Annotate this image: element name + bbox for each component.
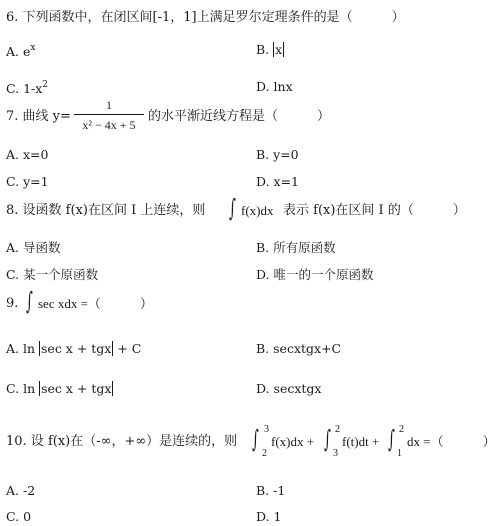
q7-fraction-numerator: 1	[106, 98, 112, 112]
q9-option-a-abs: sec x + tgx	[41, 341, 112, 356]
q10-integral-1-upper: 3	[264, 424, 269, 435]
q6-option-d[interactable]: D. lnx	[256, 79, 293, 94]
q10-integral-3-body: dx =（ ）	[407, 434, 496, 449]
q10-integral-2-upper: 2	[335, 424, 340, 435]
q8-integral	[229, 196, 242, 220]
q6-stem: 6. 下列函数中，在闭区间[-1，1]上满足罗尔定理条件的是（ ）	[6, 10, 405, 25]
q9-option-a-label: A. ln	[6, 341, 36, 356]
q10-integral-1-lower: 2	[262, 448, 267, 459]
q9-option-a-suffix: + C	[117, 341, 142, 356]
q6-option-b-expr: x	[275, 42, 283, 57]
q6-option-b-label: B.	[256, 42, 274, 57]
q10-integral-1-body: f(x)dx +	[271, 434, 315, 449]
q6-option-a-text: A. e	[6, 44, 31, 59]
q9-option-c-label: C. ln	[6, 381, 36, 396]
q6-option-a[interactable]	[6, 44, 35, 59]
q8-stem-prefix: 8. 设函数 f(x)在区间 I 上连续，则	[6, 203, 206, 218]
q10-stem-prefix: 10. 设 f(x)在（-∞，+∞）是连续的，则	[6, 434, 238, 449]
q6-option-c-sup: 2	[42, 80, 49, 90]
q9-option-c[interactable]	[6, 383, 113, 396]
q8-option-a[interactable]: A. 导函数	[6, 240, 61, 255]
q10-integral-2-body: f(t)dt +	[342, 434, 380, 449]
q6-option-b[interactable]	[256, 44, 284, 57]
q10-integral-3-lower: 1	[397, 448, 402, 459]
q9-integral	[26, 289, 39, 313]
integral-sign-icon: ∫	[252, 425, 259, 453]
q9-option-c-abs: sec x + tgx	[41, 381, 112, 396]
q10-option-b[interactable]: B. -1	[256, 483, 286, 498]
q9-option-b[interactable]: B. secxtgx+C	[256, 341, 342, 356]
q7-option-a[interactable]: A. x=0	[6, 147, 49, 162]
q8-option-d[interactable]: D. 唯一的一个原函数	[256, 267, 374, 282]
q7-stem-prefix: 7. 曲线 y=	[6, 109, 71, 124]
q7-option-b[interactable]: B. y=0	[256, 147, 299, 162]
q10-integral-3-upper: 2	[399, 424, 404, 435]
q8-option-b[interactable]: B. 所有原函数	[256, 240, 336, 255]
q7-option-d[interactable]: D. x=1	[256, 174, 299, 189]
integral-sign-icon: ∫	[26, 287, 33, 315]
q6-option-c-text: C. 1-x	[6, 81, 43, 96]
q10-option-c[interactable]: C. 0	[6, 509, 32, 524]
q8-integrand: f(x)dx	[241, 203, 274, 218]
q9-integrand: sec xdx =（ ）	[38, 296, 153, 311]
q9-number: 9.	[6, 296, 19, 311]
q10-integral-2-lower: 3	[333, 448, 338, 459]
q8-stem-suffix: 表示 f(x)在区间 I 的（ ）	[283, 203, 466, 218]
q7-stem-suffix: 的水平渐近线方程是（ ）	[148, 109, 331, 124]
q7-fraction-denominator: x² − 4x + 5	[82, 118, 136, 132]
q10-option-d[interactable]: D. 1	[256, 509, 282, 524]
integral-sign-icon: ∫	[229, 194, 236, 222]
q9-option-a[interactable]	[6, 343, 141, 356]
q6-option-a-sup: x	[30, 43, 36, 53]
q6-option-c[interactable]	[6, 81, 48, 96]
q7-fraction	[74, 98, 144, 132]
q7-fraction-bar	[74, 114, 144, 115]
q7-option-c[interactable]: C. y=1	[6, 174, 49, 189]
integral-sign-icon: ∫	[388, 425, 395, 453]
integral-sign-icon: ∫	[324, 425, 331, 453]
q9-option-d[interactable]: D. secxtgx	[256, 381, 322, 396]
q10-option-a[interactable]: A. -2	[6, 483, 36, 498]
q8-option-c[interactable]: C. 某一个原函数	[6, 267, 99, 282]
